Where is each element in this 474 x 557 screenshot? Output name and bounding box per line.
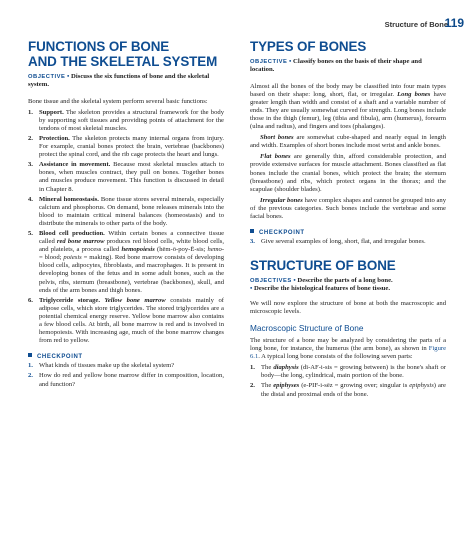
item-term: Assistance in movement. <box>39 161 111 169</box>
checkpoint-square-icon <box>28 353 32 357</box>
checkpoint-square-icon <box>250 229 254 233</box>
item-text: The skeleton provides a structural framework for the body by supporting soft tissues and providing points of attachment for the tendons of most skeletal muscles. <box>39 108 224 132</box>
term-long-bones: Long bones <box>397 90 431 98</box>
item-term: Triglyceride storage. <box>39 296 100 304</box>
objective-bullet: • <box>289 58 292 65</box>
objective-text: Discuss the six functions of bone and the skeletal system. <box>28 73 210 89</box>
term-yellow-bone-marrow: Yellow bone marrow <box>104 296 166 304</box>
subsection-heading: Macroscopic Structure of Bone <box>250 322 364 333</box>
word-root: hemo- <box>207 246 225 254</box>
objective <box>28 73 224 90</box>
item-term: Blood cell production. <box>39 230 105 237</box>
checkpoint-heading <box>250 229 446 236</box>
item-text: The skeleton protects many internal organs from injury. For example, cranial bones protect the brain, vertebrae (backbones) protect the spinal cord, and the rib cage protects the heart and lungs. <box>39 134 225 159</box>
list-item <box>250 364 446 380</box>
item-number: 2. <box>28 372 33 380</box>
item-number: 1. <box>250 364 255 372</box>
item-text: The <box>261 382 272 390</box>
checkpoint-label: CHECKPOINT <box>259 230 305 237</box>
paragraph-text: are generally thin, afford considerable protection, and provide extensive surfaces for muscle attachment. Bones classified as flat bones include the cranial bones, which protect the brain; the sternum (breastbone) and ribs, which protect organs in the thorax; and the scapulae (shoulder blades). <box>250 153 446 193</box>
objective-bullet: • <box>250 285 253 293</box>
left-column <box>28 39 224 393</box>
item-number: 2. <box>250 382 255 390</box>
objective-text: Describe the parts of a long bone. <box>297 277 393 285</box>
item-term: Protection. <box>39 134 70 142</box>
list-item <box>28 135 224 159</box>
section-title-structure: STRUCTURE OF BONE <box>250 258 396 274</box>
term-flat-bones: Flat bones <box>260 153 291 161</box>
item-number: 3. <box>28 161 33 169</box>
pronunciation: (hēm-ō-poy-Ē-sis; <box>157 246 206 254</box>
list-item <box>28 161 224 193</box>
objective-label: OBJECTIVE <box>28 74 66 80</box>
term-short-bones: Short bones <box>260 134 294 142</box>
checkpoint-heading <box>28 353 224 360</box>
word-root: poiesis <box>63 254 82 262</box>
checkpoint-item <box>28 362 224 370</box>
item-number: 3. <box>250 238 255 246</box>
objective-bullet: • <box>67 73 70 80</box>
list-item <box>28 109 224 133</box>
item-text: What kinds of tissues make up the skeletal system? <box>39 362 175 370</box>
word-singular: epiphysis <box>409 382 434 390</box>
list-item <box>250 382 446 398</box>
term-diaphysis: diaphysis <box>273 364 299 372</box>
item-text: Within certain bones a connective tissue called <box>39 230 224 246</box>
term-hemopoiesis: hemopoiesis <box>121 246 155 254</box>
item-term: Support. <box>39 108 64 116</box>
checkpoint-list <box>28 362 224 388</box>
paragraph-text: have greater length than width and consist of a shaft and a variable number of ends. They are usually somewhat curved for strength. Long bones include those in the thigh (femur), leg (tibia and fibula), arm (humerus), forearm (ulna and radius), and fingers and toes (phalanges). <box>250 90 446 131</box>
item-text: (e-PIF-i-sēz = growing over; singular is <box>301 382 408 390</box>
term-red-bone-marrow: red bone marrow <box>56 238 105 246</box>
objectives <box>250 277 446 294</box>
paragraph-text: Almost all the bones of the body may be classified into four main types based on their shape: long, short, flat, or irregular. <box>250 82 446 98</box>
page-number: 119 <box>444 16 464 30</box>
term-irregular-bones: Irregular bones <box>260 196 303 204</box>
paragraph <box>250 134 446 150</box>
item-term: Mineral homeostasis. <box>39 195 99 203</box>
intro-paragraph: Bone tissue and the skeletal system perform several basic functions: <box>28 97 208 105</box>
title-line-1: FUNCTIONS OF BONE <box>28 39 170 54</box>
paragraph-text: The structure of a bone may be analyzed by considering the parts of a long bone, for instance, the humerus (the arm bone), as shown in <box>250 336 446 353</box>
title-line-2: AND THE SKELETAL SYSTEM <box>28 54 218 69</box>
paragraph-text: are somewhat cube-shaped and nearly equal in length and width. Examples of short bones include most wrist and ankle bones. <box>250 134 446 150</box>
item-text: consists mainly of adipose cells, which store triglycerides. The stored triglycerides are a potential chemical energy reserve. Yellow bone marrow also contains a few blood cells. At birth, all bone marrow is red and is involved in hemopoiesis. With increasing age, much of the bone marrow changes from red to yellow. <box>39 296 224 345</box>
paragraph-text: . A typical long bone consists of the following seven parts: <box>258 353 413 361</box>
objectives-label: OBJECTIVES <box>250 278 292 285</box>
objective-bullet: • <box>293 277 296 285</box>
item-text: Give several examples of long, short, flat, and irregular bones. <box>261 238 426 246</box>
item-text: How do red and yellow bone marrow differ in composition, location, and function? <box>39 372 224 388</box>
checkpoint-item <box>28 372 224 388</box>
item-text: (dī-AF-i-sis = growing between) is the bone's shaft or body—the long, cylindrical, main portion of the bone. <box>261 364 446 380</box>
page-header <box>0 0 474 34</box>
section-title-functions <box>28 39 224 69</box>
checkpoint-list <box>250 238 446 246</box>
paragraph-text: have complex shapes and cannot be grouped into any of the previous categories. Such bones include the vertebrae and some facial bones. <box>250 196 447 220</box>
running-title: Structure of Bone <box>384 20 448 29</box>
item-text: ) are the distal and proximal ends of the bone. <box>261 382 446 398</box>
objective-label: OBJECTIVE <box>250 59 288 65</box>
term-epiphyses: epiphyses <box>273 382 300 390</box>
item-number: 5. <box>28 230 33 237</box>
list-item <box>28 196 224 228</box>
objective-text: Classify bones on the basis of their shape and location. <box>250 58 422 74</box>
figure-link[interactable]: Figure 6.1 <box>250 345 446 361</box>
checkpoint-label: CHECKPOINT <box>37 354 83 361</box>
parts-list <box>250 364 446 398</box>
item-number: 2. <box>28 134 33 142</box>
item-text: = blood; <box>39 254 62 262</box>
section-title-types: TYPES OF BONES <box>250 39 367 54</box>
paragraph: We will now explore the structure of bone at both the macroscopic and microscopic levels. <box>250 299 446 315</box>
functions-list <box>28 109 224 346</box>
right-column <box>250 39 446 403</box>
item-text: = making). Red bone marrow consists of developing blood cells, adipocytes, fibroblasts, and macrophages. It is present in developing bones of the fetus and in some adult bones, such as the pelvis, ribs, sternum (breastbone), vertebrae (backbones), skull, and ends of the arm bones and thigh bones. <box>39 254 225 294</box>
item-text: produces red blood cells, white blood cells, and platelets, a process called <box>39 238 225 254</box>
item-number: 1. <box>28 362 33 370</box>
paragraph <box>250 83 446 132</box>
item-number: 4. <box>28 195 33 203</box>
objective <box>250 58 446 75</box>
item-number: 6. <box>28 296 33 304</box>
item-text: The <box>261 364 272 372</box>
paragraph <box>250 197 446 221</box>
item-number: 1. <box>28 108 33 116</box>
list-item <box>28 297 224 346</box>
item-text: Because most skeletal muscles attach to bones, when muscles contract, they pull on bones. Together bones and muscles produce movement. This function is discussed in detail in Chapter 8. <box>39 161 224 193</box>
paragraph <box>250 337 446 361</box>
list-item <box>28 230 224 295</box>
paragraph <box>250 153 446 193</box>
objective-text: Describe the histological features of bone tissue. <box>254 285 391 293</box>
checkpoint-item <box>250 238 446 246</box>
item-text: Bone tissue stores several minerals, especially calcium and phosphorus. On demand, bone releases minerals into the blood to maintain critical mineral balances (homeostasis) and to distribute the minerals to other parts of the body. <box>39 195 224 227</box>
